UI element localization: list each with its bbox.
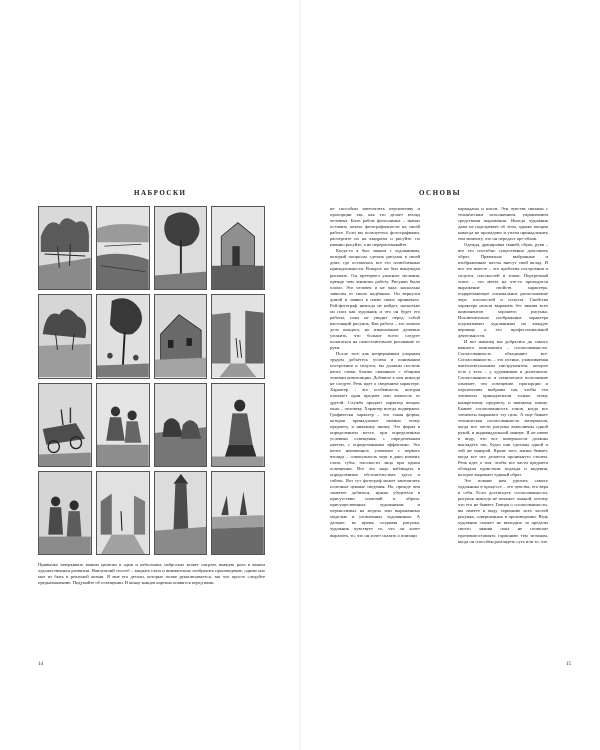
- sketch-13: [38, 471, 92, 555]
- sketch-9-drawing: [39, 384, 91, 466]
- sketch-11: [154, 383, 208, 467]
- sketch-13-drawing: [39, 472, 91, 554]
- sketch-3: [154, 206, 208, 290]
- figure-caption: Привычка зачеркивать вашим цвоичка в одни и небольших набросках может сыграть важную роль в вашем художественном развитии. Наилучший способ – закрыть глаза и внимательно изобразить произведение, одним оно мое из быть в реальной жизни. Я мне его детали, которые позже рукописывается, так что просто следуйте предназначению. Подумайте об освещении. В конце концов картина появится перед вами.: [38, 562, 265, 585]
- sketch-grid: [38, 206, 265, 555]
- sketch-15-drawing: [155, 472, 207, 554]
- sketch-8-drawing: [212, 295, 264, 377]
- left-running-header: НАБРОСКИ: [134, 189, 187, 197]
- paragraph: Это помнят нам уделить самого художника в процессе – это чувства, его вера в себя. Если достигнуть согласованности, рисунок никогда не покажет ложной, потому что его не бывает. Говоря о согласованности, вы имеете в виду гармонию всех частей рисунка, совершенных в произведении. Ведь художник сможет не выходить за пределы своего знания пока не позволит противопоставлять гармонию тем истинам, когда он способен разглядеть суть или то, что: [458, 478, 548, 544]
- sketch-2-drawing: [97, 207, 149, 289]
- text-column-2: [458, 206, 548, 545]
- paragraph: Когда-то я был знаком с художником, который попросил сделать рисунок в своей доме, где оставалась все его излюбленные принадлежности. Вскорое же был вынужден рисовать. Он претерпел ужасные мучения, прежде чем закончил работу. Рисунки были плохи. Это человек и не знал, насколько зависим от своих надёжных. Он вернулся домой и заявил в гневе своих привычках. Рай-фотограф никогда не найдет, насколько он плох как художник и что он будет его работы, пока не увидит перед собой настоящий рисунок. Как работа – это личное дело каждого, но изначальные душевно уложить, что больше всего следует полагаться на самостоятельное рисование от руки.: [330, 248, 420, 351]
- paragraph: Одежда, драпировка тканей, обувь, руки – все это способно существенно дополнить образ. Правильно выбранные и изображенные жесты внесут свой вклад. И все это вместе – это проблема построения и силуэта, плоскостей и тонов. Портретный эскиз – это мечта на что-то приходится выражение свойств характера, подкрепляющее оптимальное расположение черт, плоскостей и силуэта. Свойства характера нельзя выражать без знания всех компонентов хорошего рисунка. Исключительно изображение характера подсказывает художникам на каждую вершину к его профессиональной деятельности.: [458, 242, 548, 338]
- sketch-9: [38, 383, 92, 467]
- right-page: [300, 0, 600, 750]
- sketch-6: [96, 294, 150, 378]
- paragraph: И вот наконец мы добрались до самого важного компонента – согласованности. Согласованность объединяет все. Согласованность – это истина, улавливаемая интеллектуальным инструментом, которое есть у всех – у художников и дилетантов. Согласованность и техническое исполнение означает, что освещение, пропорции и перспектива выбраны так, чтобы эти элементы принадлежали только этому конкретному предмету, и никакому иному. Бывает согласованность тонов, когда все элементы выражают эту цель. А еще бывает техническая согласованность материалов, когда все части рисунка выполнены одной рукой, в индивидуальной манере. Я не имею в виду, что все поверхности должны выглядеть так, будто они сделаны одной и той же манерой. Кроме того, жизнь бывает, когда все что делается проникнуто стилем. Речь идет о том, чтобы все части предмета обладали единством подхода и видения, которое выражает единый образ.: [458, 339, 548, 478]
- right-running-header: ОСНОВЫ: [419, 189, 462, 197]
- left-page-number: 14: [38, 662, 43, 667]
- sketch-16: [211, 471, 265, 555]
- text-column-1: [330, 206, 420, 539]
- sketch-7: [154, 294, 208, 378]
- sketch-6-drawing: [97, 295, 149, 377]
- paragraph: После того как непрерывным упорным трудом добьетесь успеха в понимании построения и силуэта, вы должны постичь нечто очень близко связанное с общими этапами композиции. Добавьте к чем никогда не следует. Речь идет о сведением характере. Характер – это особенность, которая отличает один предмет или личность от другой. Служба придает характер вещам, окно – человеку. Характер всегда подвержен. Графически характер – это такая форма, которая принадлежит именно этому предмету, и никакому иному. Это форма в определенном месте, при определенных условиях освещения, с определенным цветом, с определенными эффектами. Это нечто неизменное, уловимое с первого взгляда – совокупность черт в дано момент, глаза, губы, плоскости лица при одном освещении. Все это надо наблюдать в определенных обстоятельствах здесь и сейчас. Вот тут фотограф может запечатлеть полезные ценные сведения. Но, прежде чем захватит добиться, нужно убедиться в присутствии иллюзий и образа, присущественных художникам и переносимых на модель или выраженных моделью и уловленных художником. А дальше, во время создания рисунка, художник чувствует то, что он хочет выразить, то, что он хочет сказать о помощи: [330, 351, 420, 538]
- sketch-12-drawing: [212, 384, 264, 466]
- sketch-16-drawing: [212, 472, 264, 554]
- paragraph: карандаша и кисти. Эти чувства связаны с техническим исполнением, управлением средствами выражения. Иногда художник даже не подозревает об этом, однако эмоции никогда не пропадают и уплен принадлежать том моменту, что он передаст арт-облик.: [458, 206, 548, 242]
- sketch-5: [38, 294, 92, 378]
- sketch-10: [96, 383, 150, 467]
- sketch-12: [211, 383, 265, 467]
- sketch-4: [211, 206, 265, 290]
- sketch-2: [96, 206, 150, 290]
- paragraph: не способны запечатлеть перспективу и пропорции так, как это делает взгляд человека. Быть рабом фотоснимка – значит оставить печать фотографичности на своей работе. Если вы пользуетесь фотографиями, расчертите их на квадраты и рисуйте, по именно рисуйте, а не перерисовывайте.: [330, 206, 420, 248]
- sketch-5-drawing: [39, 295, 91, 377]
- sketch-1-drawing: [39, 207, 91, 289]
- sketch-8: [211, 294, 265, 378]
- sketch-11-drawing: [155, 384, 207, 466]
- sketch-4-drawing: [212, 207, 264, 289]
- sketch-14: [96, 471, 150, 555]
- sketch-3-drawing: [155, 207, 207, 289]
- sketch-15: [154, 471, 208, 555]
- sketch-1: [38, 206, 92, 290]
- right-page-number: 15: [566, 662, 571, 667]
- sketch-14-drawing: [97, 472, 149, 554]
- sketch-10-drawing: [97, 384, 149, 466]
- sketch-7-drawing: [155, 295, 207, 377]
